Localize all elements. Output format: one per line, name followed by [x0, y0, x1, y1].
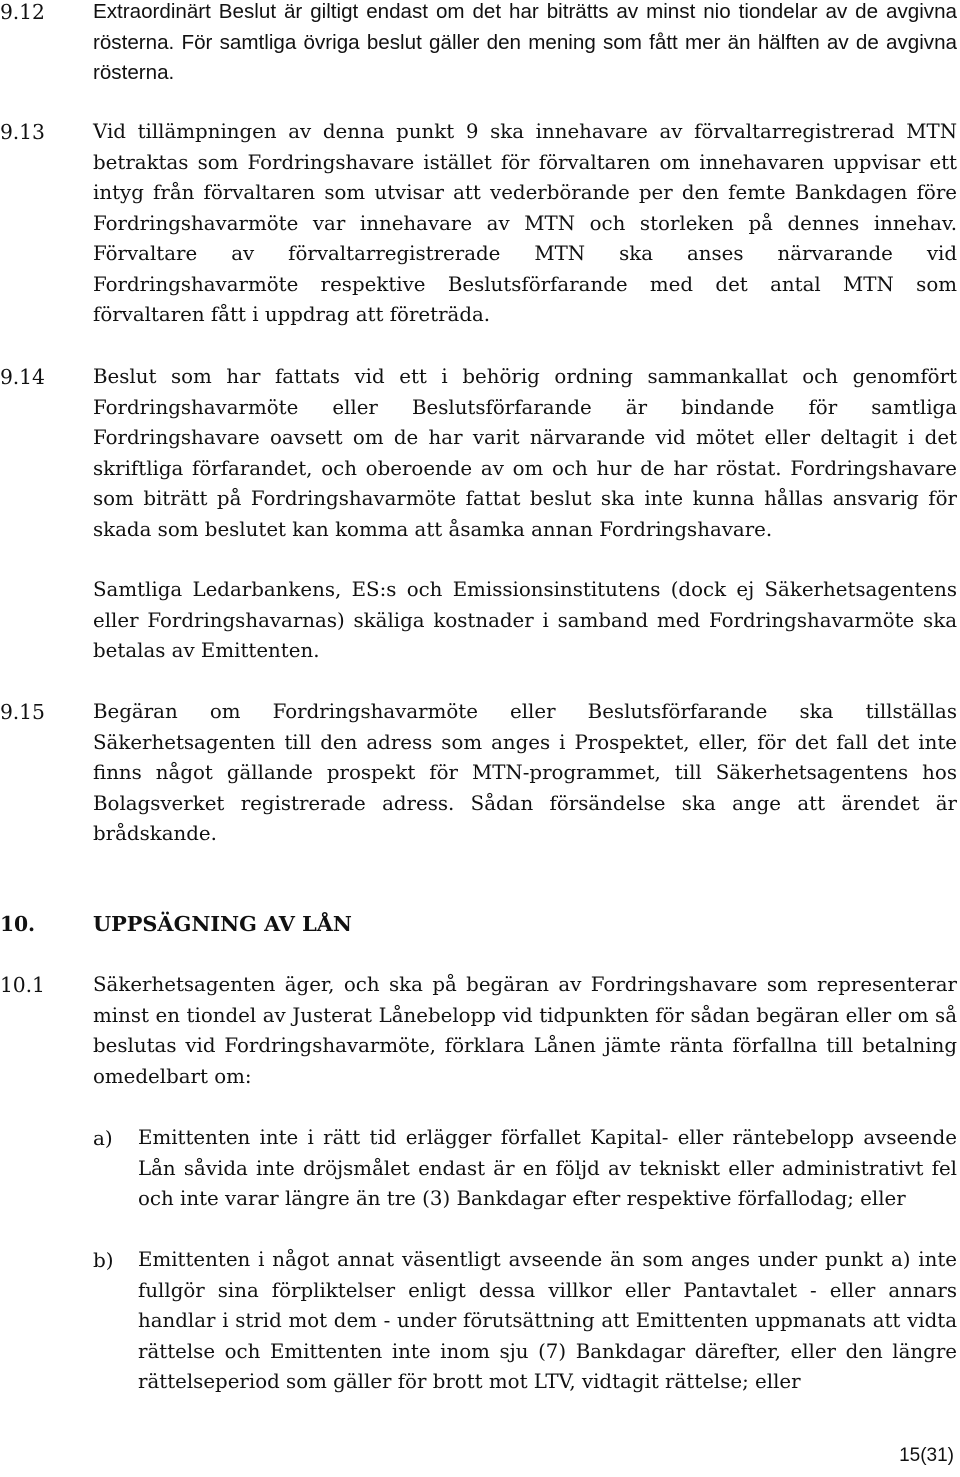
section-number-9-14: 9.14	[0, 365, 45, 389]
section-number-9-13: 9.13	[0, 120, 45, 144]
section-9-15-text: Begäran om Fordringshavarmöte eller Beslutsförfarande ska tillställas Säkerhetsagenten till den adress som anges i Prospektet, eller, för det fall det inte finns något gällande prospekt för MTN-programmet, till Säkerhetsagentens hos Bolagsverket registrerade adress. Sådan försändelse ska ange att ärendet är brådskande.	[93, 700, 957, 845]
list-item-label-b: b)	[93, 1248, 114, 1272]
section-number-10: 10.	[0, 912, 35, 936]
section-9-13-text: Vid tillämpningen av denna punkt 9 ska innehavare av förvaltarregistrerad MTN betraktas som Fordringshavare istället för förvaltaren om innehavaren uppvisar ett intyg från förvaltaren som utvisar att vederbörande per den femte Bankdagen före Fordringshavarmöte var innehavare av MTN och storleken på dennes innehav. Förvaltare av förvaltarregistrerade MTN ska anses närvarande vid Fordringshavarmöte respektive Beslutsförfarande med det antal MTN som förvaltaren fått i uppdrag att företräda.	[93, 120, 957, 326]
list-item-a-text: Emittenten inte i rätt tid erlägger förfallet Kapital- eller räntebelopp avseende Lån såvida inte dröjsmålet endast är en följd av tekniskt eller administrativt fel och inte varar längre än tre (3) Bankdagar efter respektive förfallodag; eller	[138, 1126, 957, 1210]
section-10-1-text: Säkerhetsagenten äger, och ska på begäran av Fordringshavare som representerar minst en tiondel av Justerat Lånebelopp vid tidpunkten för sådan begäran eller om så beslutas vid Fordringshavarmöte, förklara Lånen jämte ränta förfallna till betalning omedelbart om:	[93, 973, 957, 1088]
list-item-label-a: a)	[93, 1126, 113, 1150]
section-number-9-12: 9.12	[0, 0, 45, 24]
section-number-10-1: 10.1	[0, 973, 45, 997]
section-9-14-cost-paragraph: Samtliga Ledarbankens, ES:s och Emissionsinstitutens (dock ej Säkerhetsagentens eller Fordringshavarnas) skäliga kostnader i samband med Fordringshavarmöte ska betalas av Emittenten.	[93, 578, 957, 662]
section-9-12-text: Extraordinärt Beslut är giltigt endast om det har biträtts av minst nio tiondelar av de avgivna rösterna. För samtliga övriga beslut gäller den mening som fått mer än hälften av de avgivna rösterna.	[93, 0, 957, 84]
section-9-14-text: Beslut som har fattats vid ett i behörig ordning sammankallat och genomfört Fordringshavarmöte eller Beslutsförfarande är bindande för samtliga Fordringshavare oavsett om de har varit närvarande vid mötet eller deltagit i det skriftliga förfarandet, och oberoende av om och hur de har röstat. Fordringshavare som biträtt på Fordringshavarmöte fattat beslut ska inte kunna hållas ansvarig för skada som beslutet kan komma att åsamka annan Fordringshavare.	[93, 365, 957, 541]
section-number-9-15: 9.15	[0, 700, 45, 724]
section-10-heading: UPPSÄGNING AV LÅN	[93, 911, 352, 936]
list-item-b-text: Emittenten i något annat väsentligt avseende än som anges under punkt a) inte fullgör sina förpliktelser enligt dessa villkor eller Pantavtalet - eller annars handlar i strid mot dem - under förutsättning att Emittenten uppmanats att vidta rättelse och Emittenten inte inom sju (7) Bankdagar därefter, eller den längre rättelseperiod som gäller för brott mot LTV, vidtagit rättelse; eller	[138, 1248, 957, 1393]
page-number: 15(31)	[899, 1445, 954, 1466]
